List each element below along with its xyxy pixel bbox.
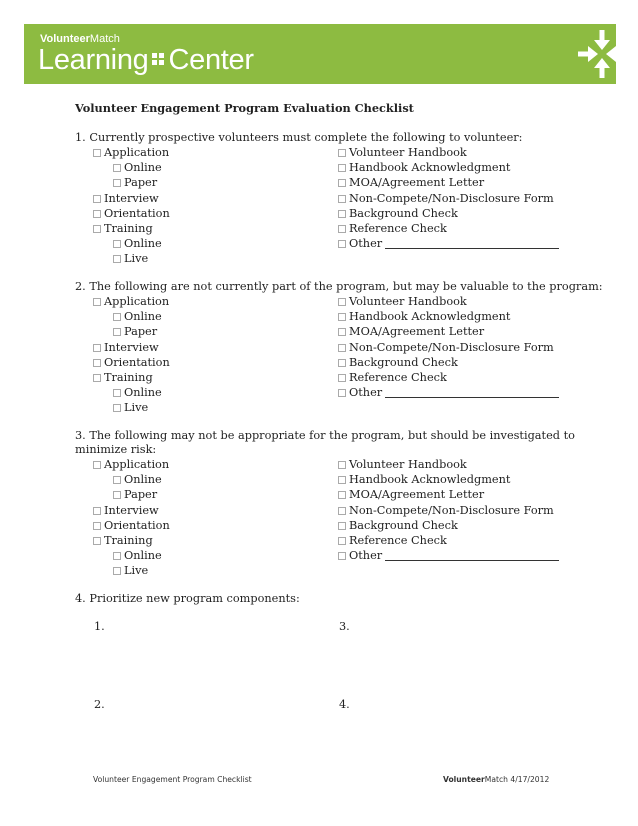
- checkbox-icon[interactable]: [338, 522, 346, 530]
- s3-interview-option[interactable]: Interview: [93, 504, 159, 518]
- s1-other-option[interactable]: Other: [338, 237, 559, 251]
- s1-training-option[interactable]: Training: [93, 222, 153, 236]
- s2-other-option[interactable]: Other: [338, 386, 559, 400]
- checkbox-icon[interactable]: [338, 537, 346, 545]
- checkbox-icon[interactable]: [338, 195, 346, 203]
- checkbox-icon[interactable]: [93, 507, 101, 515]
- s2-handbook-option[interactable]: Volunteer Handbook: [338, 295, 467, 309]
- checkbox-icon[interactable]: [93, 522, 101, 530]
- checkbox-icon[interactable]: [113, 476, 121, 484]
- brand-bold: Volunteer: [40, 33, 90, 45]
- checkbox-icon[interactable]: [338, 507, 346, 515]
- s1-orientation-option[interactable]: Orientation: [93, 207, 170, 221]
- s2-application-paper-option[interactable]: Paper: [113, 325, 157, 339]
- checkbox-icon[interactable]: [338, 328, 346, 336]
- checkbox-icon[interactable]: [338, 476, 346, 484]
- logo-left-text: Learning: [38, 44, 149, 76]
- header-banner: [24, 24, 616, 84]
- priority-item-1[interactable]: 1.: [94, 620, 105, 633]
- checkbox-icon[interactable]: [113, 328, 121, 336]
- checkbox-icon[interactable]: [113, 552, 121, 560]
- section-3-heading-line1: 3. The following may not be appropriate for the program, but should be investigated to: [75, 429, 575, 442]
- checkbox-icon[interactable]: [113, 567, 121, 575]
- s1-background-option[interactable]: Background Check: [338, 207, 458, 221]
- checkbox-icon[interactable]: [93, 374, 101, 382]
- checkbox-icon[interactable]: [93, 359, 101, 367]
- checkbox-icon[interactable]: [113, 164, 121, 172]
- checkbox-icon[interactable]: [338, 491, 346, 499]
- checkbox-icon[interactable]: [93, 225, 101, 233]
- logo-cross-icon: [150, 51, 166, 67]
- s2-background-option[interactable]: Background Check: [338, 356, 458, 370]
- checkbox-icon[interactable]: [338, 298, 346, 306]
- priority-item-4[interactable]: 4.: [339, 698, 350, 711]
- s3-acknowledgment-option[interactable]: Handbook Acknowledgment: [338, 473, 510, 487]
- s2-moa-option[interactable]: MOA/Agreement Letter: [338, 325, 484, 339]
- checkbox-icon[interactable]: [93, 210, 101, 218]
- checkbox-icon[interactable]: [113, 389, 121, 397]
- s1-training-online-option[interactable]: Online: [113, 237, 162, 251]
- checkbox-icon[interactable]: [113, 179, 121, 187]
- checkbox-icon[interactable]: [338, 389, 346, 397]
- s3-handbook-option[interactable]: Volunteer Handbook: [338, 458, 467, 472]
- checkbox-icon[interactable]: [93, 149, 101, 157]
- s3-training-live-option[interactable]: Live: [113, 564, 148, 578]
- checkbox-icon[interactable]: [338, 313, 346, 321]
- s2-noncompete-option[interactable]: Non-Compete/Non-Disclosure Form: [338, 341, 554, 355]
- priority-item-3[interactable]: 3.: [339, 620, 350, 633]
- s1-noncompete-option[interactable]: Non-Compete/Non-Disclosure Form: [338, 192, 554, 206]
- s1-application-option[interactable]: Application: [93, 146, 169, 160]
- checkbox-icon[interactable]: [338, 149, 346, 157]
- brand-rest: Match: [89, 33, 120, 45]
- checkbox-icon[interactable]: [93, 195, 101, 203]
- s2-acknowledgment-option[interactable]: Handbook Acknowledgment: [338, 310, 510, 324]
- s3-moa-option[interactable]: MOA/Agreement Letter: [338, 488, 484, 502]
- section-3-heading-line2: minimize risk:: [75, 443, 157, 456]
- s3-orientation-option[interactable]: Orientation: [93, 519, 170, 533]
- s3-training-online-option[interactable]: Online: [113, 549, 162, 563]
- footer-brand-rest: Match 4/17/2012: [484, 775, 550, 784]
- checkbox-icon[interactable]: [93, 461, 101, 469]
- checkbox-icon[interactable]: [338, 179, 346, 187]
- checkbox-icon[interactable]: [338, 225, 346, 233]
- section-1-heading: 1. Currently prospective volunteers must complete the following to volunteer:: [75, 131, 523, 144]
- s1-application-online-option[interactable]: Online: [113, 161, 162, 175]
- s2-training-option[interactable]: Training: [93, 371, 153, 385]
- section-2-heading: 2. The following are not currently part of the program, but may be valuable to the program:: [75, 280, 603, 293]
- footer-brand-date: [443, 775, 549, 784]
- s2-training-online-option[interactable]: Online: [113, 386, 162, 400]
- checkbox-icon[interactable]: [93, 537, 101, 545]
- checkbox-icon[interactable]: [113, 491, 121, 499]
- checkbox-icon[interactable]: [93, 298, 101, 306]
- s2-interview-option[interactable]: Interview: [93, 341, 159, 355]
- s1-training-live-option[interactable]: Live: [113, 252, 148, 266]
- s1-acknowledgment-option[interactable]: Handbook Acknowledgment: [338, 161, 510, 175]
- s3-application-paper-option[interactable]: Paper: [113, 488, 157, 502]
- learning-center-logo: [38, 44, 254, 77]
- s3-training-option[interactable]: Training: [93, 534, 153, 548]
- checkbox-icon[interactable]: [113, 313, 121, 321]
- other-blank-line[interactable]: [385, 550, 559, 561]
- checkbox-icon[interactable]: [113, 255, 121, 263]
- priority-item-2[interactable]: 2.: [94, 698, 105, 711]
- s1-moa-option[interactable]: MOA/Agreement Letter: [338, 176, 484, 190]
- s1-application-paper-option[interactable]: Paper: [113, 176, 157, 190]
- checkbox-icon[interactable]: [338, 359, 346, 367]
- other-blank-line[interactable]: [385, 238, 559, 249]
- s3-noncompete-option[interactable]: Non-Compete/Non-Disclosure Form: [338, 504, 554, 518]
- s3-other-option[interactable]: Other: [338, 549, 559, 563]
- checkbox-icon[interactable]: [338, 210, 346, 218]
- checkbox-icon[interactable]: [338, 164, 346, 172]
- checkbox-icon[interactable]: [338, 461, 346, 469]
- footer-document-name: Volunteer Engagement Program Checklist: [93, 775, 252, 784]
- footer-brand-bold: Volunteer: [443, 775, 485, 784]
- checkbox-icon[interactable]: [93, 344, 101, 352]
- s3-application-online-option[interactable]: Online: [113, 473, 162, 487]
- s3-application-option[interactable]: Application: [93, 458, 169, 472]
- checkbox-icon[interactable]: [338, 344, 346, 352]
- checkbox-icon[interactable]: [338, 552, 346, 560]
- checkbox-icon[interactable]: [338, 374, 346, 382]
- checkbox-icon[interactable]: [113, 240, 121, 248]
- s1-handbook-option[interactable]: Volunteer Handbook: [338, 146, 467, 160]
- s1-interview-option[interactable]: Interview: [93, 192, 159, 206]
- s2-application-online-option[interactable]: Online: [113, 310, 162, 324]
- s1-reference-option[interactable]: Reference Check: [338, 222, 447, 236]
- document-title: Volunteer Engagement Program Evaluation Checklist: [75, 101, 414, 115]
- section-4-heading: 4. Prioritize new program components:: [75, 592, 300, 605]
- arrows-converge-icon: [574, 26, 630, 82]
- other-blank-line[interactable]: [385, 387, 559, 398]
- logo-right-text: Center: [168, 44, 254, 76]
- s2-orientation-option[interactable]: Orientation: [93, 356, 170, 370]
- s2-training-live-option[interactable]: Live: [113, 401, 148, 415]
- s2-application-option[interactable]: Application: [93, 295, 169, 309]
- s3-reference-option[interactable]: Reference Check: [338, 534, 447, 548]
- s2-reference-option[interactable]: Reference Check: [338, 371, 447, 385]
- checkbox-icon[interactable]: [113, 404, 121, 412]
- checkbox-icon[interactable]: [338, 240, 346, 248]
- s3-background-option[interactable]: Background Check: [338, 519, 458, 533]
